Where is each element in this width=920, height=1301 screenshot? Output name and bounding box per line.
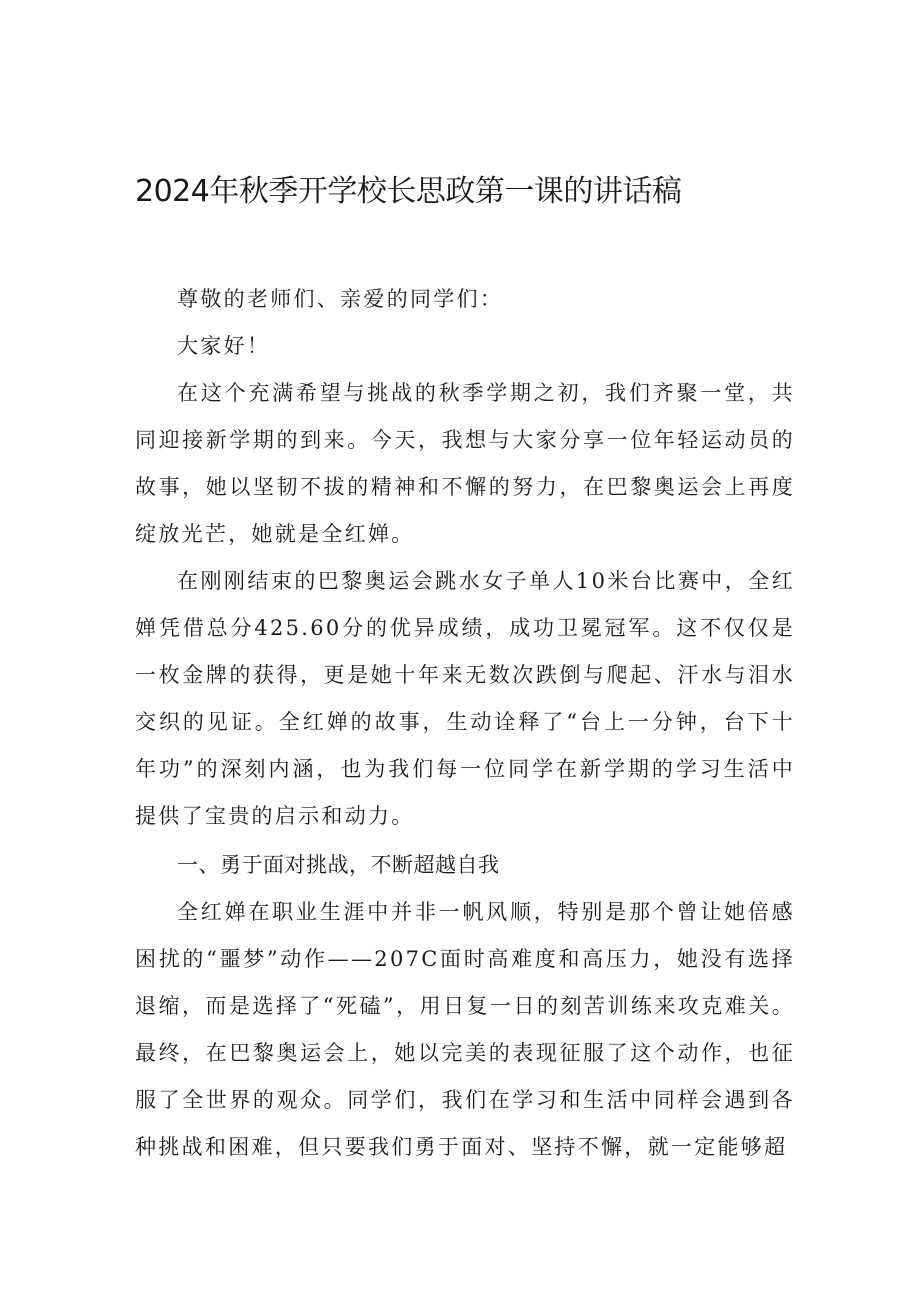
section-heading: 一、勇于面对挑战，不断超越自我 [177,853,500,877]
document-title: 2024年秋季开学校长思政第一课的讲话稿 [135,174,682,209]
document-body [135,276,795,1171]
paragraph-intro: 在这个充满希望与挑战的秋季学期之初，我们齐聚一堂，共同迎接新学期的到来。今天，我想与大家分享一位年轻运动员的故事，她以坚韧不拔的精神和不懈的努力，在巴黎奥运会上再度绽放光芒，她就是全红婵。 [135,381,795,546]
paragraph-section-one: 全红婵在职业生涯中并非一帆风顺，特别是那个曾让她倍感困扰的“噩梦”动作——207C面时高难度和高压力，她没有选择退缩，而是选择了“死磕”，用日复一日的刻苦训练来攻克难关。最终，在巴黎奥运会上，她以完美的表现征服了这个动作，也征服了全世界的观众。同学们，我们在学习和生活中同样会遇到各种挑战和困难，但只要我们勇于面对、坚持不懈，就一定能够超 [135,900,795,1159]
salutation: 尊敬的老师们、亲爱的同学们： [177,287,504,311]
paragraph-story: 在刚刚结束的巴黎奥运会跳水女子单人10米台比赛中，全红婵凭借总分425.60分的优异成绩，成功卫冕冠军。这不仅仅是一枚金牌的获得，更是她十年来无数次跌倒与爬起、汗水与泪水交织的见证。全红婵的故事，生动诠释了“台上一分钟，台下十年功”的深刻内涵，也为我们每一位同学在新学期的学习生活中提供了宝贵的启示和动力。 [135,569,795,828]
greeting: 大家好！ [177,334,271,358]
